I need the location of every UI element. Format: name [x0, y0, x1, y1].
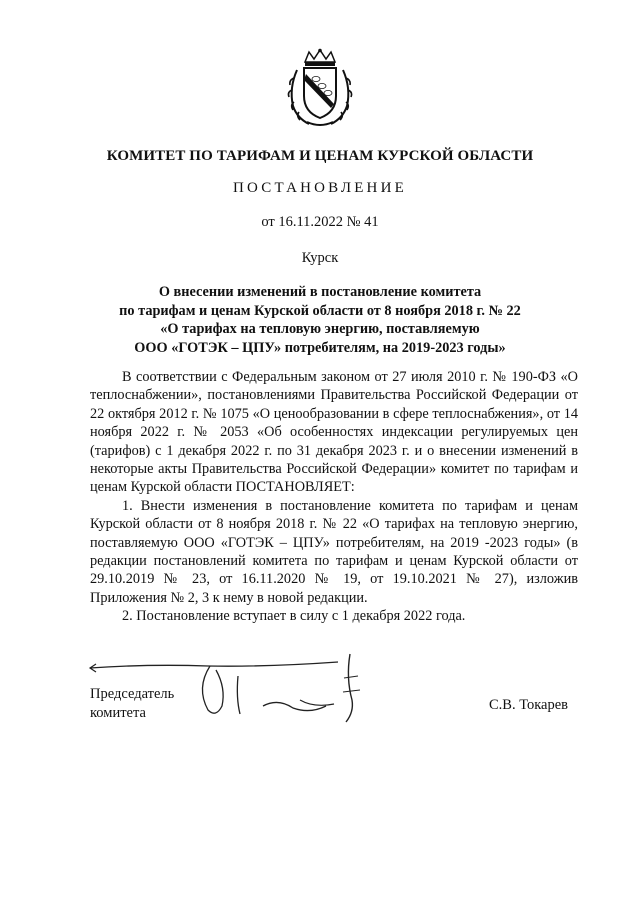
signatory-name: С.В. Токарев [489, 697, 569, 713]
document-title [90, 283, 550, 357]
title-line: О внесении изменений в постановление комитета [158, 284, 482, 300]
document-date-number: от 16.11.2022 № 41 [261, 214, 379, 230]
body-item-1: 1. Внести изменения в постановление комитета по тарифам и ценам Курской области от 8 ноября 2018 г. № 22 «О тарифах на тепловую энергию, поставляемую ООО «ГОТЭК – ЦПУ» потребителям, на 2019 -2023 годы» (в редакции постановлений комитета по тарифам и ценам Курской области от 29.10.2019 № 23, от 16.11.2020 № 19, от 19.10.2021 № 27), изложив Приложения № 2, 3 к нему в новой редакции. [90, 497, 578, 606]
signatory-role-line: Председатель [90, 686, 175, 702]
body-item-2: 2. Постановление вступает в силу с 1 декабря 2022 года. [122, 608, 466, 625]
title-line: ООО «ГОТЭК – ЦПУ» потребителям, на 2019-2023 годы» [134, 339, 506, 356]
title-line: по тарифам и ценам Курской области от 8 ноября 2018 г. № 22 [119, 302, 521, 319]
body-preamble: В соответствии с Федеральным законом от 27 июля 2010 г. № 190-ФЗ «О теплоснабжении», постановлениями Правительства Российской Федерации от 22 октября 2012 г. № 1075 «О ценообразовании в сфере теплоснабжения», от 14 ноября 2022 г. № 2053 «Об особенностях индексации регулируемых цен (тарифов) с 1 декабря 2022 г. по 31 декабря 2023 г. и о внесении изменений в некоторые акты Правительства Российской Федерации» комитет по тарифам и ценам Курской области ПОСТАНОВЛЯЕТ: [90, 369, 578, 496]
committee-name: КОМИТЕТ ПО ТАРИФАМ И ЦЕНАМ КУРСКОЙ ОБЛАСТИ [106, 148, 534, 164]
signatory-role-line: комитета [90, 704, 146, 721]
kursk-coat-of-arms-icon [287, 48, 353, 130]
signatory-role [90, 685, 174, 722]
document-body [90, 368, 578, 626]
document-type: ПОСТАНОВЛЕНИЕ [233, 180, 407, 196]
document-city: Курск [301, 250, 339, 266]
title-line: «О тарифах на тепловую энергию, поставляемую [160, 321, 480, 337]
